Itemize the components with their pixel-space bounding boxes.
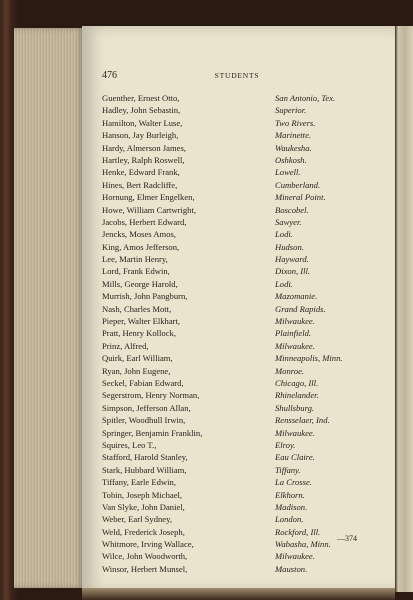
student-hometown: Milwaukee.: [275, 340, 315, 351]
student-hometown: Eau Claire.: [275, 452, 315, 463]
list-item: [102, 538, 372, 550]
page-header: [102, 70, 372, 84]
list-item: [102, 179, 372, 191]
student-hometown: Milwaukee.: [275, 551, 315, 562]
book-page: [82, 26, 395, 592]
student-hometown: Tiffany.: [275, 464, 301, 475]
student-hometown: Elkhorn.: [275, 489, 305, 500]
student-name: Weld, Frederick Joseph,: [102, 526, 185, 537]
student-name: Pieper, Walter Elkhart,: [102, 316, 181, 327]
student-name: Squires, Leo T.,: [102, 439, 157, 450]
student-hometown: Boscobel.: [275, 204, 309, 215]
student-name: Ryan, John Eugene,: [102, 365, 171, 376]
list-item: [102, 402, 372, 414]
student-hometown: Waukesha.: [275, 142, 312, 153]
student-hometown: Marinette.: [275, 130, 312, 141]
list-item: [102, 365, 372, 377]
student-name: Hines, Bert Radcliffe,: [102, 179, 178, 190]
student-name: Stark, Hubbard William,: [102, 464, 187, 475]
student-hometown: Wabasha, Minn.: [275, 539, 331, 550]
list-item: [102, 228, 372, 240]
list-item: [102, 253, 372, 265]
student-hometown: Mazomanie.: [275, 291, 318, 302]
list-item: [102, 414, 372, 426]
list-item: [102, 191, 372, 203]
list-item: [102, 241, 372, 253]
list-item: [102, 327, 372, 339]
page-edges: [14, 28, 84, 588]
student-name: Tobin, Joseph Michael,: [102, 489, 183, 500]
list-item: [102, 464, 372, 476]
list-item: [102, 501, 372, 513]
student-hometown: London.: [275, 514, 304, 525]
student-name: Stafford, Harold Stanley,: [102, 452, 188, 463]
student-hometown: La Crosse.: [275, 477, 312, 488]
list-item: [102, 377, 372, 389]
list-item: [102, 451, 372, 463]
student-hometown: Monroe.: [275, 365, 305, 376]
student-name: King, Amos Jefferson,: [102, 241, 180, 252]
list-item: [102, 439, 372, 451]
student-name: Whitmore, Irving Wallace,: [102, 539, 194, 550]
list-item: [102, 303, 372, 315]
student-name: Weber, Earl Sydney,: [102, 514, 172, 525]
list-item: [102, 315, 372, 327]
student-name: Springer, Benjamin Franklin,: [102, 427, 203, 438]
student-hometown: Milwaukee.: [275, 316, 315, 327]
student-name: Hardy, Almerson James,: [102, 142, 186, 153]
list-item: [102, 278, 372, 290]
student-name: Mills, George Harold,: [102, 278, 178, 289]
student-name: Segerstrom, Henry Norman,: [102, 390, 200, 401]
student-hometown: Lodi.: [275, 278, 293, 289]
student-tally: —374: [337, 534, 357, 543]
student-name: Quirk, Earl William,: [102, 353, 173, 364]
student-hometown: Rhinelander.: [275, 390, 319, 401]
student-hometown: Lodi.: [275, 229, 293, 240]
list-item: [102, 154, 372, 166]
student-name: Guenther, Ernest Otto,: [102, 93, 180, 103]
student-hometown: Grand Rapids.: [275, 303, 326, 314]
student-hometown: Oshkosh.: [275, 154, 307, 165]
list-item: [102, 290, 372, 302]
student-name: Hartley, Ralph Roswell,: [102, 154, 185, 165]
student-hometown: Lowell.: [275, 167, 301, 178]
student-name: Lee, Martin Henry,: [102, 254, 168, 265]
student-name: Spitler, Woodhull Irwin,: [102, 415, 186, 426]
list-item: [102, 117, 372, 129]
student-hometown: Chicago, Ill.: [275, 377, 319, 388]
list-item: [102, 489, 372, 501]
student-name: Hanson, Jay Burleigh,: [102, 130, 179, 141]
student-name: Murrish, John Pangburn,: [102, 291, 188, 302]
student-name: Jencks, Moses Amos,: [102, 229, 177, 240]
student-name: Wilce, John Woodworth,: [102, 551, 188, 562]
running-title: STUDENTS: [214, 71, 260, 80]
student-name: Seckel, Fabian Edward,: [102, 377, 184, 388]
list-item: [102, 340, 372, 352]
student-name: Lord, Frank Edwin,: [102, 266, 170, 277]
student-name: Hamilton, Walter Luse,: [102, 117, 183, 128]
page-number: 476: [102, 70, 117, 81]
student-hometown: Rensselaer, Ind.: [275, 415, 330, 426]
student-hometown: Dixon, Ill.: [275, 266, 311, 277]
list-item: [102, 476, 372, 488]
page-bottom-edge: [82, 588, 395, 600]
student-hometown: Mineral Point.: [275, 192, 326, 203]
list-item: [102, 513, 372, 525]
student-name: Hadley, John Sebastin,: [102, 105, 181, 116]
list-item: [102, 216, 372, 228]
student-hometown: Superior.: [275, 105, 307, 116]
student-hometown: Hayward.: [275, 254, 309, 265]
student-hometown: Mauston.: [275, 563, 308, 574]
list-item: [102, 204, 372, 216]
list-item: [102, 104, 372, 116]
student-hometown: Hudson.: [275, 241, 304, 252]
list-item: [102, 389, 372, 401]
next-page-edge: [395, 26, 413, 592]
student-name: Henke, Edward Frank,: [102, 167, 180, 178]
student-name: Prinz, Alfred,: [102, 340, 149, 351]
student-hometown: Cumberland.: [275, 179, 321, 190]
list-item: [102, 352, 372, 364]
list-item: [102, 526, 372, 538]
list-item: [102, 550, 372, 562]
student-hometown: Minneapolis, Minn.: [275, 353, 343, 364]
student-hometown: Plainfield.: [275, 328, 312, 339]
student-name: Pratt, Henry Kollock,: [102, 328, 176, 339]
list-item: [102, 142, 372, 154]
student-name: Van Slyke, John Daniel,: [102, 501, 185, 512]
student-hometown: Two Rivers.: [275, 117, 316, 128]
student-hometown: San Antonio, Tex.: [275, 93, 336, 103]
student-hometown: Sawyer.: [275, 216, 302, 227]
student-hometown: Elroy.: [275, 439, 296, 450]
list-item: [102, 129, 372, 141]
student-hometown: Milwaukee.: [275, 427, 315, 438]
student-hometown: Shullsburg.: [275, 402, 315, 413]
student-hometown: Madison.: [275, 501, 308, 512]
student-name: Winsor, Herbert Munsel,: [102, 563, 188, 574]
list-item: [102, 427, 372, 439]
student-name: Simpson, Jefferson Allan,: [102, 402, 191, 413]
student-name: Howe, William Cartwright,: [102, 204, 197, 215]
student-list: [102, 92, 372, 575]
student-name: Hornung, Elmer Engelken,: [102, 192, 195, 203]
student-name: Tiffany, Earle Edwin,: [102, 477, 176, 488]
list-item: [102, 265, 372, 277]
list-item: [102, 563, 372, 575]
student-hometown: Rockford, Ill.: [275, 526, 321, 537]
list-item: [102, 92, 372, 104]
student-name: Jacobs, Herbert Edward,: [102, 216, 187, 227]
list-item: [102, 166, 372, 178]
student-name: Nash, Charles Mott,: [102, 303, 172, 314]
